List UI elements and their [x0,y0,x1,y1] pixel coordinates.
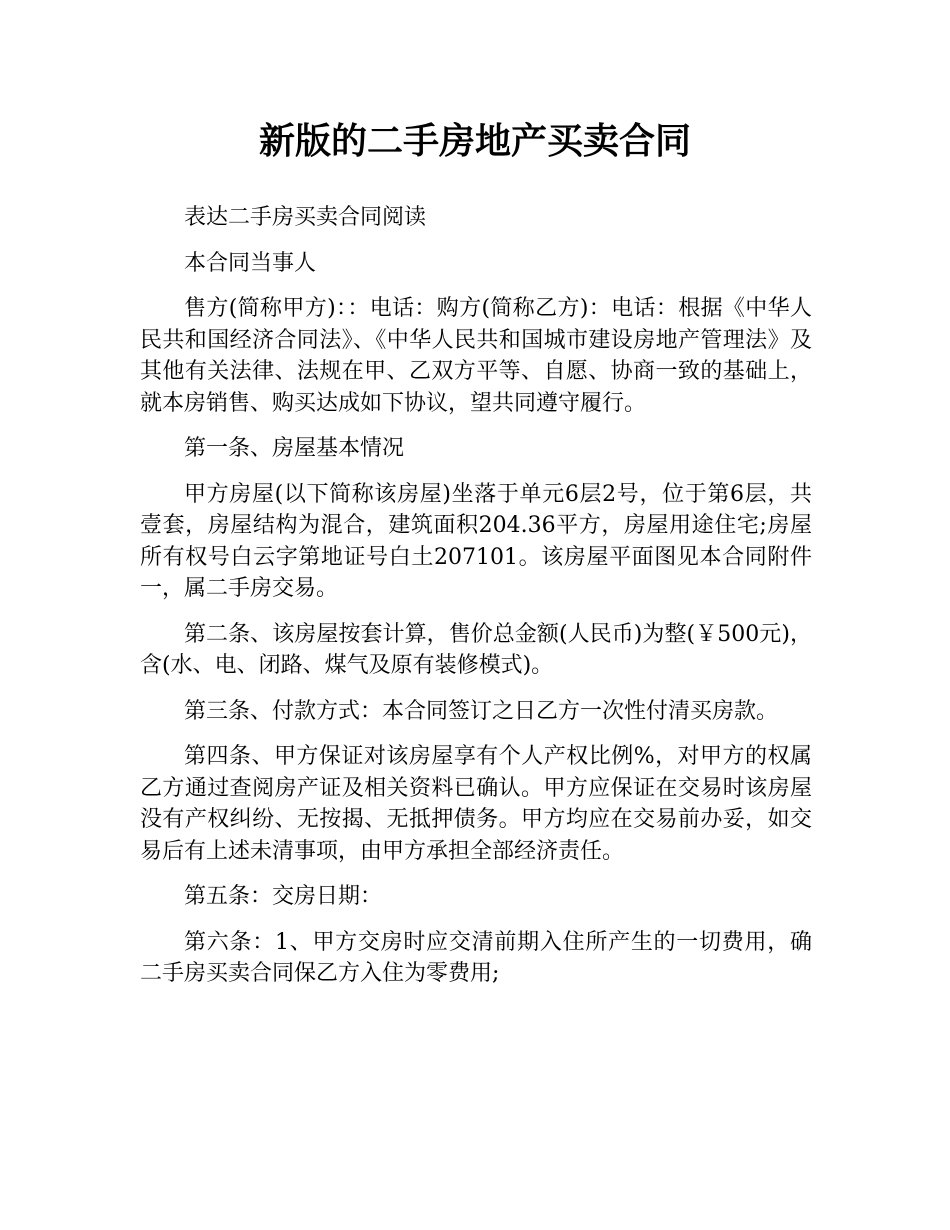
paragraph-article-2: 第二条、该房屋按套计算，售价总金额(人民币)为整(￥500元)，含(水、电、闭路、煤气及原有装修模式)。 [140,621,812,678]
paragraph-article-6: 第六条：1、甲方交房时应交清前期入住所产生的一切费用，确二手房买卖合同保乙方入住为零费用; [140,929,812,986]
paragraph-parties: 售方(简称甲方)：：电话：购方(简称乙方)：电话：根据《中华人民共和国经济合同法》、《中华人民共和国城市建设房地产管理法》及其他有关法律、法规在甲、乙双方平等、自愿、协商一致的基础上，就本房销售、购买达成如下协议，望共同遵守履行。 [140,296,812,416]
document-body [140,202,812,1004]
paragraph-article-1-heading: 第一条、房屋基本情况 [184,436,405,461]
paragraph-article-4: 第四条、甲方保证对该房屋享有个人产权比例%，对甲方的权属乙方通过查阅房产证及相关资料已确认。甲方应保证在交易时该房屋没有产权纠纷、无按揭、无抵押债务。甲方均应在交易前办妥，如交易后有上述未清事项，由甲方承担全部经济责任。 [140,744,812,864]
document-title: 新版的二手房地产买卖合同 [258,121,691,162]
paragraph-article-5: 第五条：交房日期： [184,884,383,909]
paragraph-parties-heading: 本合同当事人 [184,250,317,276]
paragraph-intro: 表达二手房买卖合同阅读 [184,205,427,230]
paragraph-article-1: 甲方房屋(以下简称该房屋)坐落于单元6层2号，位于第6层，共壹套，房屋结构为混合，建筑面积204.36平方，房屋用途住宅;房屋所有权号白云字第地证号白土207101。该房屋平面图见本合同附件一，属二手房交易。 [140,481,812,601]
paragraph-article-3: 第三条、付款方式：本合同签订之日乙方一次性付清买房款。 [184,698,779,724]
